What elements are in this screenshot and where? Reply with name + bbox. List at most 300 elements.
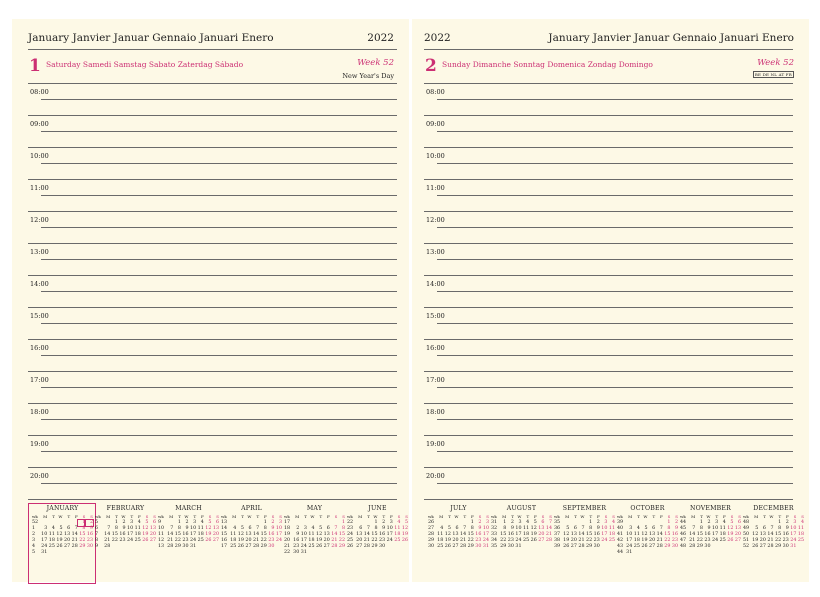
calendar-day: 6: [573, 526, 577, 531]
calendar-day: 13: [212, 526, 219, 531]
week-number: 17: [284, 520, 291, 525]
calendar-day: 22: [79, 538, 86, 543]
calendar-day: [47, 550, 55, 556]
calendar-day: 22: [338, 538, 345, 543]
year-label: 2022: [367, 32, 394, 44]
calendar-day: 24: [41, 544, 48, 549]
week-number: 5: [32, 550, 36, 555]
hour-rule: [424, 211, 793, 212]
calendar-day: 30: [293, 550, 300, 555]
calendar-day: 22: [111, 538, 118, 543]
calendar-day: 31: [515, 544, 522, 549]
calendar-day: 8: [374, 526, 378, 531]
calendar-day: 5: [145, 520, 149, 525]
week-number: 52: [32, 520, 39, 525]
calendar-day: 13: [323, 532, 330, 537]
calendar-day: [632, 550, 640, 556]
calendar-day: 3: [44, 526, 48, 531]
weekday-header: M: [565, 514, 570, 519]
hour-label: 14:00: [426, 280, 445, 288]
calendar-day: 20: [212, 532, 219, 537]
half-hour-rule: [437, 195, 793, 196]
weekday-header: W: [769, 514, 774, 519]
calendar-day: 4: [137, 520, 141, 525]
calendar-day: 23: [379, 538, 386, 543]
half-hour-rule: [41, 131, 397, 132]
hour-rule: [424, 499, 793, 500]
calendar-day: 31: [482, 544, 489, 549]
calendar-day: 15: [467, 532, 474, 537]
hour-label: 20:00: [426, 472, 445, 480]
calendar-day: 29: [500, 544, 507, 549]
calendar-day: 11: [797, 526, 804, 531]
weekday-header: F: [659, 514, 663, 519]
calendar-day: 27: [356, 544, 363, 549]
weekday-header: S: [208, 514, 212, 519]
half-hour-rule: [41, 419, 397, 420]
calendar-day: 28: [545, 538, 552, 543]
weekday-header: T: [511, 514, 514, 519]
calendar-day: 13: [538, 526, 545, 531]
calendar-day: 1: [114, 520, 118, 525]
day-names: Sunday Dimanche Sonntag Domenica Zondag Domingo: [442, 60, 653, 69]
calendar-day: 31: [300, 550, 307, 555]
half-hour-rule: [41, 291, 397, 292]
calendar-day: [655, 550, 663, 556]
calendar-day: 14: [656, 532, 663, 537]
calendar-day: 9: [296, 532, 300, 537]
calendar-day: 6: [152, 520, 156, 525]
calendar-day: 25: [134, 538, 141, 543]
calendar-day: 15: [174, 532, 181, 537]
calendar-day: 17: [386, 532, 393, 537]
calendar-day: 18: [230, 538, 237, 543]
week-number: 6: [95, 526, 99, 531]
month-name: MAY: [306, 505, 323, 512]
half-hour-rule: [437, 131, 793, 132]
calendar-day: 30: [593, 544, 600, 549]
weekday-header: S: [271, 514, 275, 519]
weekday-header: T: [763, 514, 766, 519]
calendar-day: 20: [64, 538, 71, 543]
week-number: 32: [491, 526, 498, 531]
weekday-header: S: [478, 514, 482, 519]
week-number: 29: [428, 538, 435, 543]
hour-label: 16:00: [426, 344, 445, 352]
week-row: [428, 544, 489, 550]
calendar-day: 20: [356, 538, 363, 543]
calendar-day: 29: [586, 544, 593, 549]
calendar-day: 6: [652, 526, 656, 531]
calendar-day: 28: [104, 544, 111, 549]
calendar-day: 13: [734, 526, 741, 531]
hour-rule: [28, 115, 397, 116]
week-number: 52: [743, 544, 750, 549]
weekday-header: wk: [617, 514, 623, 519]
calendar-day: 10: [386, 526, 393, 531]
week-number: 47: [680, 538, 687, 543]
weekday-header: S: [675, 514, 678, 519]
weekday-header: S: [793, 514, 797, 519]
calendar-day: 21: [363, 538, 370, 543]
week-number: 34: [491, 538, 498, 543]
calendar-day: 10: [300, 532, 307, 537]
hour-rule: [28, 211, 397, 212]
calendar-day: [85, 550, 93, 556]
hour-label: 11:00: [426, 184, 445, 192]
calendar-day: 23: [86, 538, 93, 543]
month-calendar: [428, 505, 489, 550]
calendar-day: 13: [356, 532, 363, 537]
calendar-day: 30: [268, 544, 275, 549]
week-number: 26: [428, 520, 435, 525]
week-row: [491, 544, 552, 550]
calendar-day: 31: [790, 544, 797, 549]
calendar-day: 22: [500, 538, 507, 543]
calendar-day: 28: [578, 544, 585, 549]
calendar-day: 12: [444, 532, 451, 537]
weekday-header: T: [130, 514, 134, 519]
hour-label: 08:00: [426, 88, 445, 96]
calendar-day: 7: [107, 526, 111, 531]
calendar-day: 2: [674, 520, 678, 525]
calendar-day: 2: [596, 520, 600, 525]
calendar-day: 20: [323, 538, 330, 543]
calendar-day: 8: [589, 526, 593, 531]
calendar-day: 31: [190, 544, 197, 549]
weekday-header: S: [216, 514, 219, 519]
half-hour-rule: [41, 259, 397, 260]
week-number: 11: [158, 532, 165, 537]
calendar-day: 18: [633, 538, 640, 543]
hour-rule: [424, 147, 793, 148]
half-hour-rule: [41, 483, 397, 484]
month-name: FEBRUARY: [106, 505, 145, 512]
week-number: 33: [491, 532, 498, 537]
month-calendar: [221, 505, 282, 550]
month-calendar: [491, 505, 552, 550]
week-number: 39: [554, 544, 561, 549]
calendar-day: [196, 544, 204, 550]
calendar-day: 5: [319, 526, 323, 531]
weekday-header: S: [612, 514, 615, 519]
calendar-day: 10: [790, 526, 797, 531]
calendar-day: [274, 544, 282, 550]
week-number: 35: [491, 544, 498, 549]
calendar-day: 7: [170, 526, 174, 531]
calendar-day: 28: [689, 544, 696, 549]
calendar-day: 10: [712, 526, 719, 531]
calendar-day: 8: [263, 526, 267, 531]
hour-rule: [424, 467, 793, 468]
weekday-header: T: [715, 514, 719, 519]
weekday-header: wk: [347, 514, 353, 519]
month-name: AUGUST: [506, 505, 537, 512]
weekday-header: S: [342, 514, 345, 519]
weekday-header: wk: [554, 514, 560, 519]
weekday-header: S: [153, 514, 156, 519]
hour-label: 20:00: [30, 472, 49, 480]
calendar-day: 18: [437, 538, 444, 543]
calendar-day: 17: [712, 532, 719, 537]
calendar-day: 4: [722, 520, 726, 525]
weekday-header: wk: [428, 514, 434, 519]
calendar-day: 7: [334, 526, 338, 531]
calendar-day: [529, 544, 537, 550]
calendar-day: 4: [611, 520, 615, 525]
half-hour-rule: [437, 163, 793, 164]
month-calendar: [743, 505, 804, 550]
hour-label: 12:00: [30, 216, 49, 224]
weekday-header: F: [722, 514, 726, 519]
weekday-header: T: [241, 514, 244, 519]
calendar-day: 12: [563, 532, 570, 537]
calendar-day: [670, 550, 678, 556]
calendar-day: 8: [82, 526, 86, 531]
week-row: [743, 544, 804, 550]
calendar-day: [648, 550, 656, 556]
calendar-day: 18: [797, 532, 804, 537]
calendar-day: 6: [359, 526, 363, 531]
week-number: 9: [158, 520, 162, 525]
week-number: 10: [158, 526, 165, 531]
calendar-day: 10: [626, 532, 633, 537]
half-hour-rule: [437, 451, 793, 452]
hour-label: 08:00: [30, 88, 49, 96]
weekday-header: M: [43, 514, 48, 519]
calendar-day: [110, 544, 118, 550]
calendar-day: 30: [782, 544, 789, 549]
calendar-day: 13: [759, 532, 766, 537]
calendar-day: 26: [401, 538, 408, 543]
calendar-day: 19: [142, 532, 149, 537]
calendar-day: 20: [734, 532, 741, 537]
hour-rule: [28, 147, 397, 148]
calendar-day: 3: [130, 520, 134, 525]
calendar-day: [393, 544, 401, 550]
calendar-day: 28: [331, 544, 338, 549]
week-number: 28: [428, 532, 435, 537]
calendar-day: 3: [518, 520, 522, 525]
calendar-day: 23: [475, 538, 482, 543]
calendar-day: 25: [608, 538, 615, 543]
calendar-day: 27: [759, 544, 766, 549]
week-number: 22: [347, 520, 354, 525]
calendar-day: 15: [696, 532, 703, 537]
week-row: [221, 544, 282, 550]
week-number: 22: [284, 550, 291, 555]
day-number: 1: [29, 56, 41, 76]
calendar-day: 26: [444, 544, 451, 549]
week-number: 3: [32, 538, 36, 543]
calendar-day: 22: [467, 538, 474, 543]
calendar-day: 25: [197, 538, 204, 543]
calendar-day: 8: [778, 526, 782, 531]
calendar-day: 1: [667, 520, 671, 525]
weekday-header: F: [533, 514, 537, 519]
calendar-day: [796, 544, 804, 550]
calendar-day: 28: [167, 544, 174, 549]
calendar-day: 21: [460, 538, 467, 543]
hour-rule: [28, 307, 397, 308]
calendar-day: 21: [71, 538, 78, 543]
calendar-day: 30: [182, 544, 189, 549]
weekday-header: T: [463, 514, 467, 519]
hour-label: 11:00: [30, 184, 49, 192]
calendar-day: 1: [177, 520, 181, 525]
calendar-day: 24: [482, 538, 489, 543]
calendar-day: 27: [452, 544, 459, 549]
calendar-day: 17: [482, 532, 489, 537]
calendar-day: [141, 544, 149, 550]
calendar-day: 19: [752, 538, 759, 543]
calendar-day: 3: [278, 520, 282, 525]
week-number: 24: [347, 532, 354, 537]
week-row: [284, 550, 345, 556]
calendar-day: 13: [649, 532, 656, 537]
calendar-day: 11: [230, 532, 237, 537]
calendar-day: 29: [371, 544, 378, 549]
weekday-header: S: [405, 514, 408, 519]
calendar-day: [315, 550, 323, 556]
hour-label: 18:00: [426, 408, 445, 416]
half-hour-rule: [41, 355, 397, 356]
calendar-day: 14: [253, 532, 260, 537]
calendar-day: 27: [212, 538, 219, 543]
calendar-day: 8: [177, 526, 181, 531]
weekday-header: T: [367, 514, 370, 519]
weekday-header: T: [304, 514, 307, 519]
weekday-header: F: [137, 514, 141, 519]
calendar-day: 1: [341, 520, 345, 525]
year-label: 2022: [424, 32, 451, 44]
calendar-day: 29: [79, 544, 86, 549]
week-row: [554, 544, 615, 550]
calendar-day: 1: [503, 520, 507, 525]
hour-label: 15:00: [426, 312, 445, 320]
calendar-day: 26: [641, 544, 648, 549]
weekday-header: W: [121, 514, 126, 519]
calendar-day: 17: [790, 532, 797, 537]
calendar-day: 26: [530, 538, 537, 543]
hour-label: 09:00: [30, 120, 49, 128]
weekday-header: M: [502, 514, 507, 519]
calendar-day: 3: [303, 526, 307, 531]
calendar-day: 3: [485, 520, 489, 525]
weekday-header: wk: [284, 514, 290, 519]
week-number: 9: [95, 544, 99, 549]
weekday-header: M: [754, 514, 759, 519]
calendar-day: 3: [389, 520, 393, 525]
week-number: 13: [221, 520, 228, 525]
hour-rule: [28, 179, 397, 180]
calendar-day: 23: [507, 538, 514, 543]
calendar-day: 6: [215, 520, 219, 525]
calendar-day: 4: [397, 520, 401, 525]
half-hour-rule: [437, 291, 793, 292]
calendar-day: 22: [664, 538, 671, 543]
weekday-header: M: [106, 514, 111, 519]
calendar-day: 12: [56, 532, 63, 537]
calendar-day: 31: [41, 550, 48, 555]
calendar-day: 15: [338, 532, 345, 537]
calendar-day: 2: [478, 520, 482, 525]
week-number: 51: [743, 538, 750, 543]
weekday-header: T: [526, 514, 530, 519]
hour-label: 12:00: [426, 216, 445, 224]
calendar-day: 19: [205, 532, 212, 537]
hour-rule: [424, 179, 793, 180]
week-label: Week 52: [757, 58, 794, 68]
calendar-day: 16: [704, 532, 711, 537]
calendar-day: 30: [475, 544, 482, 549]
calendar-day: 29: [174, 544, 181, 549]
weekday-header: W: [373, 514, 378, 519]
calendar-day: 13: [149, 526, 156, 531]
half-hour-rule: [437, 483, 793, 484]
calendar-day: 12: [401, 526, 408, 531]
weekday-header: F: [470, 514, 474, 519]
calendar-day: 20: [538, 532, 545, 537]
calendar-day: 7: [548, 520, 552, 525]
week-number: 4: [32, 544, 36, 549]
weekday-header: M: [439, 514, 444, 519]
month-calendar: [554, 505, 615, 550]
weekday-header: M: [232, 514, 237, 519]
hour-label: 13:00: [426, 248, 445, 256]
calendar-day: 2: [382, 520, 386, 525]
weekday-header: W: [580, 514, 585, 519]
calendar-day: 26: [752, 544, 759, 549]
month-name: JUNE: [368, 505, 387, 512]
calendar-day: 30: [379, 544, 386, 549]
week-row: [95, 544, 156, 550]
half-hour-rule: [41, 163, 397, 164]
calendar-day: 6: [248, 526, 252, 531]
calendar-day: 16: [182, 532, 189, 537]
calendar-day: 12: [237, 532, 244, 537]
calendar-day: 14: [363, 532, 370, 537]
weekday-header: T: [178, 514, 181, 519]
calendar-day: 4: [51, 526, 55, 531]
hour-rule: [424, 115, 793, 116]
calendar-day: 20: [245, 538, 252, 543]
calendar-day: 23: [593, 538, 600, 543]
calendar-day: 18: [134, 532, 141, 537]
calendar-day: 2: [271, 520, 275, 525]
calendar-day: 9: [271, 526, 275, 531]
month-calendar: [32, 505, 93, 556]
calendar-day: 23: [671, 538, 678, 543]
calendar-day: 7: [770, 526, 774, 531]
week-number: 5: [95, 520, 99, 525]
calendar-day: 12: [641, 532, 648, 537]
calendar-day: 10: [601, 526, 608, 531]
calendar-day: 23: [782, 538, 789, 543]
calendar-day: [640, 550, 648, 556]
calendar-day: 23: [268, 538, 275, 543]
weekday-header: T: [52, 514, 55, 519]
calendar-day: [204, 544, 212, 550]
half-hour-rule: [437, 259, 793, 260]
calendar-day: 25: [230, 544, 237, 549]
calendar-day: 20: [149, 532, 156, 537]
calendar-day: 7: [256, 526, 260, 531]
weekday-header: M: [358, 514, 363, 519]
calendar-day: [337, 550, 345, 556]
calendar-day: 17: [601, 532, 608, 537]
week-number: 25: [347, 538, 354, 543]
